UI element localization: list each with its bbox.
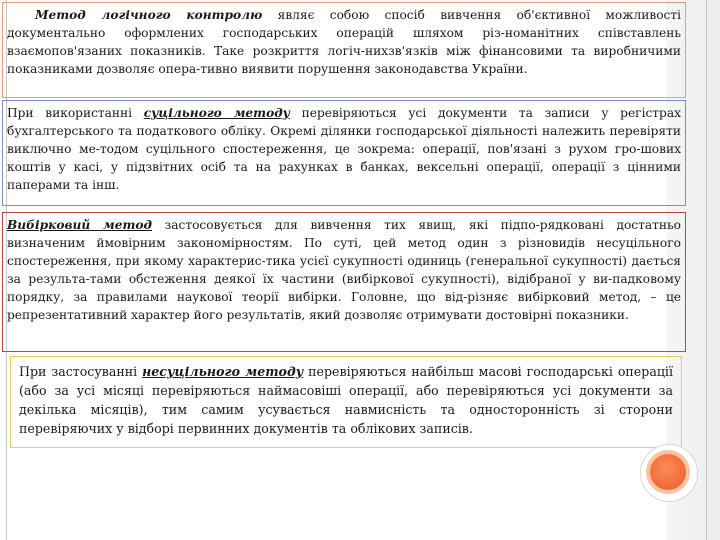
sampling-method-term: Вибірковий метод <box>7 218 153 232</box>
logic-control-text: являє собою спосіб вивчення об'єктивної можливості документально оформлених господарських операцій шляхом різ-номанітних співставлень взаємопов'язаних показників. Таке розкриття логіч-нихзв'язків між фінансовими та виробничими показниками дозволяє опера-тивно виявити порушення законодавства України. <box>7 8 681 76</box>
logic-control-term: Метод логічного контролю <box>35 8 263 22</box>
noncontinuous-method-term: несуцільного методу <box>142 364 304 379</box>
right-margin-rule <box>706 0 707 540</box>
continuous-method-paragraph <box>7 104 681 194</box>
circle-inner-disc <box>650 454 686 490</box>
continuous-method-block <box>2 100 686 206</box>
noncontinuous-method-text: перевіряються найбільш масові господарські операції (або за усі місяці перевіряються наймасовіші операції, або перевіряються усі документи за декілька місяців), тим самим усувається навмисність та односторонність зі сторони перевіряючих у відборі первинних документів та облікових записів. <box>19 364 673 436</box>
sampling-method-text: застосовується для вивчення тих явищ, які підпо-рядковані достатньо визначеним ймовірним закономірностям. По суті, цей метод один з різновидів несуцільного спостереження, при якому характерис-тика усієї сукупності одиниць (генеральної сукупності) дається за результа-тами обстеження деякої їх частини (вибіркової сукупності), відібраної у ви-падковому порядку, за правилами наукової теорії вибірки. Головне, що від-різняє вибірковий метод, – це репрезентативний характер його результатів, який дозволяє отримувати достовірні показники. <box>7 218 681 322</box>
decorative-circle-icon <box>640 444 700 504</box>
noncontinuous-method-prefix: При застосуванні <box>19 364 143 379</box>
noncontinuous-method-paragraph <box>19 362 673 438</box>
continuous-method-prefix: При використанні <box>7 106 144 120</box>
sampling-method-block <box>2 212 686 352</box>
sampling-method-paragraph <box>7 216 681 324</box>
continuous-method-term: суцільного методу <box>143 106 290 120</box>
noncontinuous-method-block <box>10 356 682 448</box>
continuous-method-text: перевіряються усі документи та записи у регістрах бухгалтерського та податкового обліку. Окремі ділянки господарської діяльності належить перевіряти виключно ме-тодом суцільного спостереження, це зокрема: операції, пов'язані з рухом гро-шових коштів у касі, у підзвітних осіб та на рахунках в банках, вексельні операції, операції з цінними паперами та інш. <box>7 106 681 192</box>
logic-control-paragraph <box>7 6 681 78</box>
logic-control-block <box>2 2 686 98</box>
